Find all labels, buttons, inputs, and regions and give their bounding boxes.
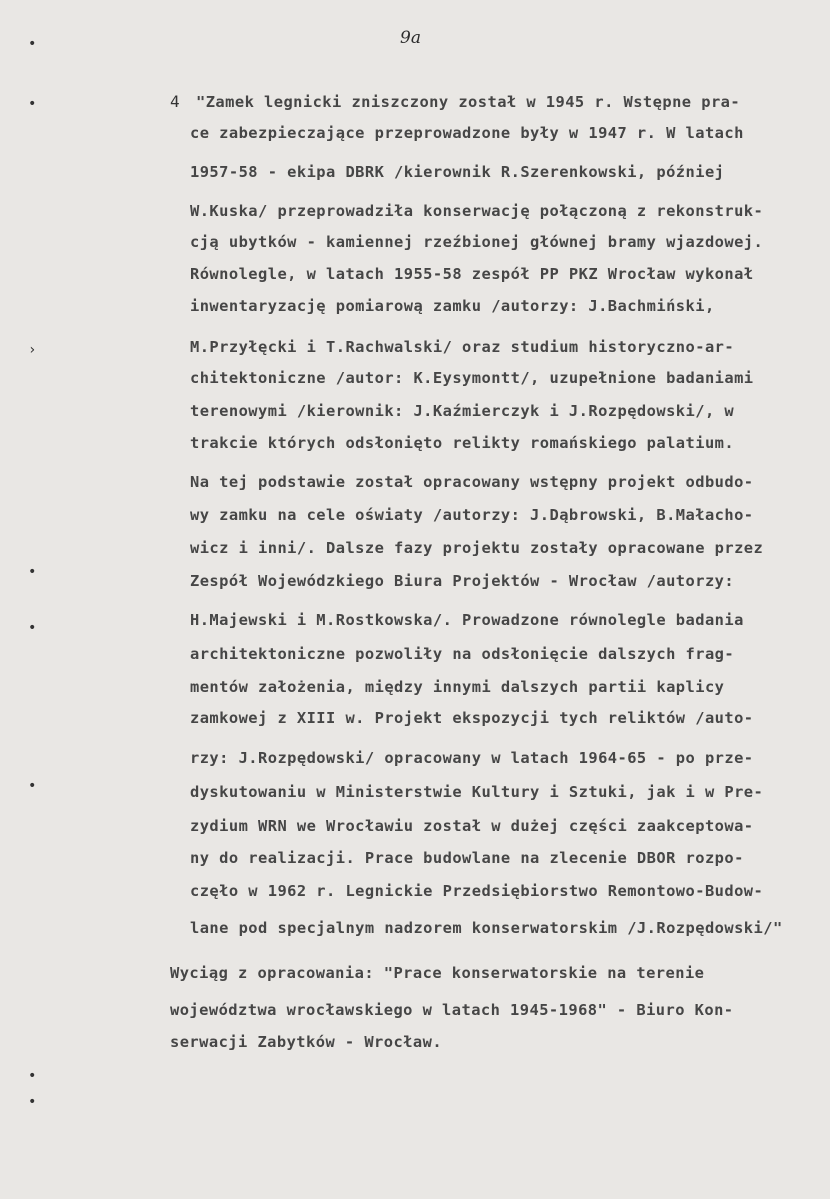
text-line: Wyciąg z opracowania: "Prace konserwatorskie na terenie	[170, 964, 705, 982]
text-line: terenowymi /kierownik: J.Kaźmierczyk i J.Rozpędowski/, w	[190, 402, 735, 420]
text-line: rzy: J.Rozpędowski/ opracowany w latach 1964-65 - po prze-	[190, 749, 754, 767]
text-line: chitektoniczne /autor: K.Eysymontt/, uzupełnione badaniami	[190, 369, 754, 387]
margin-mark: •	[28, 564, 37, 580]
margin-mark: •	[28, 96, 37, 112]
text-line: serwacji Zabytków - Wrocław.	[170, 1033, 443, 1051]
text-line: "Zamek legnicki zniszczony został w 1945 r. Wstępne pra-	[196, 93, 741, 111]
text-line: mentów założenia, między innymi dalszych partii kaplicy	[190, 678, 725, 696]
text-line: Zespół Wojewódzkiego Biura Projektów - Wrocław /autorzy:	[190, 572, 735, 590]
text-line: wy zamku na cele oświaty /autorzy: J.Dąbrowski, B.Małacho-	[190, 506, 754, 524]
margin-mark: •	[28, 36, 37, 52]
margin-mark: ›	[28, 342, 37, 358]
text-line: cją ubytków - kamiennej rzeźbionej głównej bramy wjazdowej.	[190, 233, 764, 251]
text-line: architektoniczne pozwoliły na odsłonięcie dalszych frag-	[190, 645, 735, 663]
margin-mark: •	[28, 778, 37, 794]
text-line: zamkowej z XIII w. Projekt ekspozycji tych reliktów /auto-	[190, 709, 754, 727]
margin-mark: •	[28, 620, 37, 636]
text-line: częło w 1962 r. Legnickie Przedsiębiorstwo Remontowo-Budow-	[190, 882, 764, 900]
text-line: wicz i inni/. Dalsze fazy projektu zostały opracowane przez	[190, 539, 764, 557]
margin-mark: •	[28, 1094, 37, 1110]
text-line: M.Przyłęcki i T.Rachwalski/ oraz studium historyczno-ar-	[190, 338, 735, 356]
text-line: Równolegle, w latach 1955-58 zespół PP PKZ Wrocław wykonał	[190, 265, 754, 283]
text-line: ny do realizacji. Prace budowlane na zlecenie DBOR rozpo-	[190, 849, 744, 867]
text-line: województwa wrocławskiego w latach 1945-1968" - Biuro Kon-	[170, 1001, 734, 1019]
text-line: zydium WRN we Wrocławiu został w dużej części zaakceptowa-	[190, 817, 754, 835]
text-line: Na tej podstawie został opracowany wstępny projekt odbudo-	[190, 473, 754, 491]
paragraph-marker: 4	[170, 92, 180, 111]
page-number: 9a	[400, 28, 421, 48]
text-line: W.Kuska/ przeprowadziła konserwację połączoną z rekonstruk-	[190, 202, 764, 220]
text-line: lane pod specjalnym nadzorem konserwatorskim /J.Rozpędowski/"	[190, 919, 783, 937]
text-line: H.Majewski i M.Rostkowska/. Prowadzone równolegle badania	[190, 611, 744, 629]
text-line: dyskutowaniu w Ministerstwie Kultury i Sztuki, jak i w Pre-	[190, 783, 764, 801]
text-line: ce zabezpieczające przeprowadzone były w 1947 r. W latach	[190, 124, 744, 142]
text-line: trakcie których odsłonięto relikty romańskiego palatium.	[190, 434, 735, 452]
text-line: 1957-58 - ekipa DBRK /kierownik R.Szerenkowski, później	[190, 163, 725, 181]
margin-mark: •	[28, 1068, 37, 1084]
text-line: inwentaryzację pomiarową zamku /autorzy: J.Bachmiński,	[190, 297, 715, 315]
